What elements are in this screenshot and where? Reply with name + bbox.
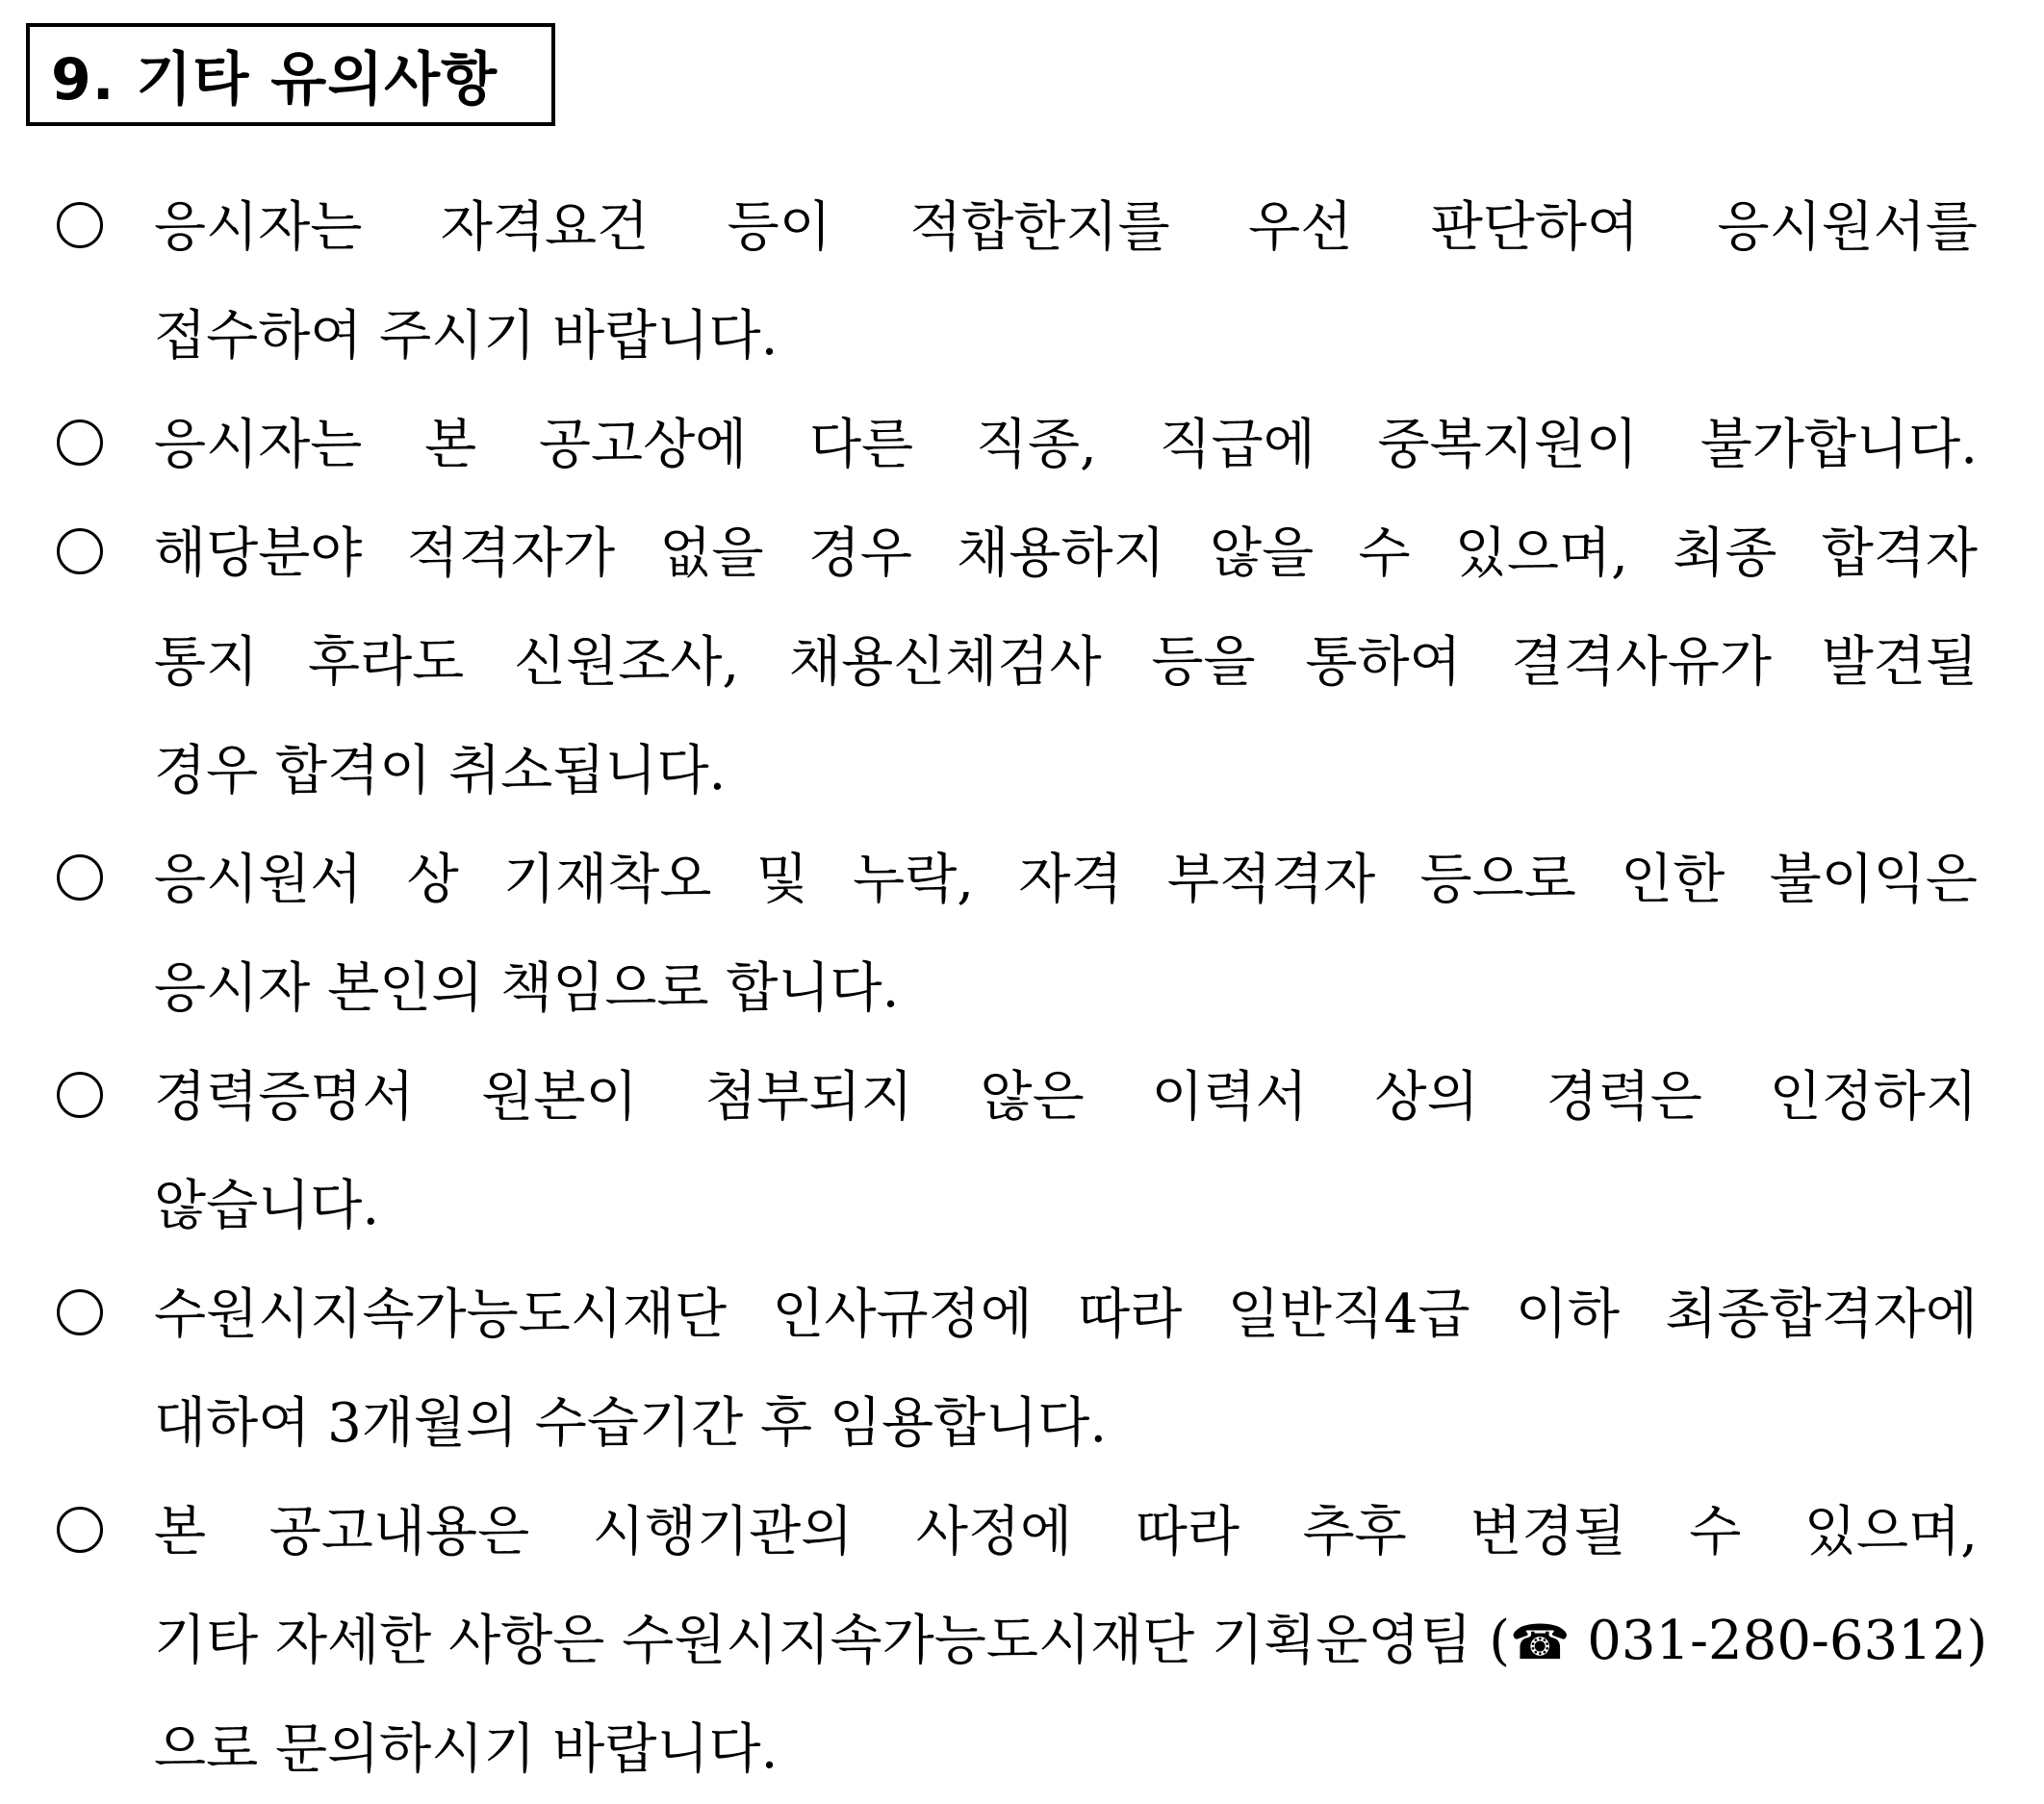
section-title: 9. 기타 유의사항 bbox=[51, 45, 498, 114]
list-item bbox=[53, 391, 1978, 499]
item-line: 않습니다. bbox=[154, 1175, 380, 1237]
circle-bullet-icon bbox=[57, 202, 103, 248]
item-line: 응시자 본인의 책임으로 합니다. bbox=[154, 957, 900, 1020]
circle-bullet-icon bbox=[57, 419, 103, 466]
list-item bbox=[53, 173, 1978, 391]
item-line: 본 공고내용은 시행기관의 사정에 따라 추후 변경될 수 있으며, bbox=[154, 1501, 1978, 1563]
list-item bbox=[53, 1043, 1978, 1260]
item-line: 으로 문의하시기 바랍니다. bbox=[154, 1718, 779, 1781]
item-line: 접수하여 주시기 바랍니다. bbox=[154, 305, 779, 368]
list-item bbox=[53, 1260, 1978, 1478]
phone-number: 031-280-6312) bbox=[1587, 1610, 1988, 1672]
item-line: 해당분야 적격자가 없을 경우 채용하지 않을 수 있으며, 최종 합격자 bbox=[154, 522, 1978, 585]
notice-list bbox=[53, 173, 1988, 1804]
item-line: 경력증명서 원본이 첨부되지 않은 이력서 상의 경력은 인정하지 bbox=[154, 1066, 1978, 1129]
list-item bbox=[53, 499, 1978, 826]
section-heading-box bbox=[26, 23, 555, 126]
contact-text: 기타 자세한 사항은 수원시지속가능도시재단 기획운영팀 ( bbox=[154, 1610, 1511, 1672]
item-line: 통지 후라도 신원조사, 채용신체검사 등을 통하여 결격사유가 발견될 bbox=[154, 631, 1978, 694]
item-line: 응시원서 상 기재착오 및 누락, 자격 부적격자 등으로 인한 불이익은 bbox=[154, 849, 1978, 911]
circle-bullet-icon bbox=[57, 1289, 103, 1335]
item-line: 응시자는 본 공고상에 다른 직종, 직급에 중복지원이 불가합니다. bbox=[154, 414, 1978, 476]
list-item bbox=[53, 826, 1978, 1043]
circle-bullet-icon bbox=[57, 1072, 103, 1118]
telephone-icon: ☎ bbox=[1510, 1614, 1571, 1670]
item-line: 대하여 3개월의 수습기간 후 임용합니다. bbox=[154, 1392, 1108, 1455]
item-line: 응시자는 자격요건 등이 적합한지를 우선 판단하여 응시원서를 bbox=[154, 196, 1978, 259]
item-line: 경우 합격이 취소됩니다. bbox=[154, 740, 727, 802]
list-item bbox=[53, 1478, 1988, 1804]
contact-line bbox=[154, 1587, 1988, 1695]
item-line: 수원시지속가능도시재단 인사규정에 따라 일반직4급 이하 최종합격자에 bbox=[154, 1283, 1978, 1346]
circle-bullet-icon bbox=[57, 528, 103, 574]
circle-bullet-icon bbox=[57, 1507, 103, 1553]
circle-bullet-icon bbox=[57, 854, 103, 901]
